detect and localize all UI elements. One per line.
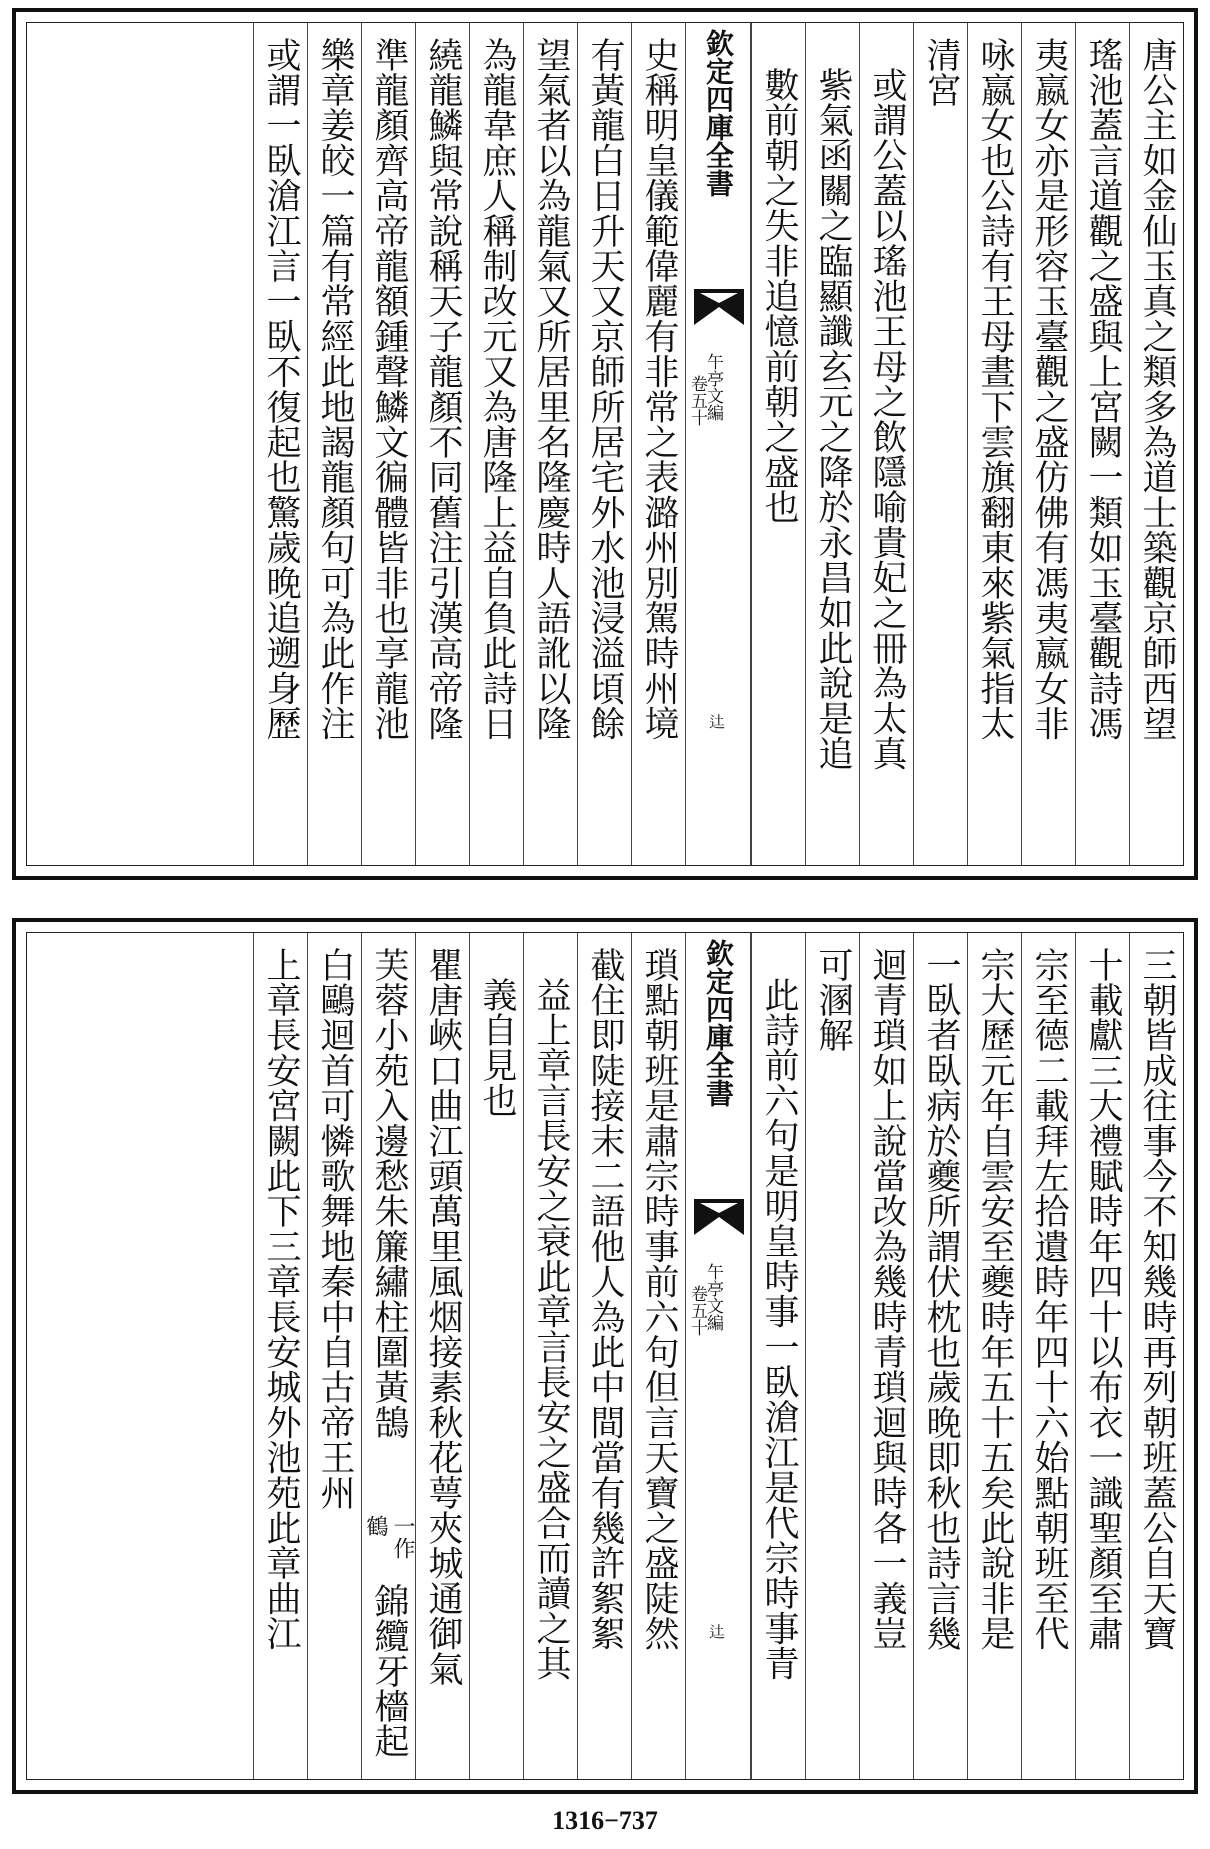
text-column <box>631 933 685 1779</box>
spine-title: 欽定四庫全書 <box>702 29 735 197</box>
column-text: 唐公主如金仙玉真之類多為道士築觀京師西望 <box>1137 37 1177 741</box>
text-column <box>415 933 469 1779</box>
text-column <box>469 23 523 865</box>
text-column <box>523 933 577 1779</box>
text-column <box>967 933 1021 1779</box>
text-column <box>415 23 469 865</box>
column-text: 十載獻三大禮賦時年四十以布衣一識聖顏至肅 <box>1083 947 1123 1651</box>
text-column <box>253 933 307 1779</box>
column-text: 一臥者臥病於夔所謂伏枕也歲晚即秋也詩言幾 <box>921 947 961 1651</box>
column-text: 可溷解 <box>813 947 853 1053</box>
column-text: 瞿唐峽口曲江頭萬里風烟接素秋花萼夾城通御氣 <box>423 947 463 1687</box>
text-column <box>577 933 631 1779</box>
text-column <box>751 933 805 1779</box>
column-text: 宗大歷元年自雲安至夔時年五十五矣此說非是 <box>975 947 1015 1651</box>
column-text: 三朝皆成往事今不知幾時再列朝班蓋公自天寶 <box>1137 947 1177 1651</box>
column-text: 芙蓉小苑入邊愁朱簾繡柱圍黃鵠 <box>369 947 409 1440</box>
text-column <box>967 23 1021 865</box>
inline-note-main: 一作 <box>390 1515 415 1559</box>
column-text: 望氣者以為龍氣又所居里名隆慶時人語訛以隆 <box>531 37 571 741</box>
spine-title: 欽定四庫全書 <box>702 939 735 1107</box>
text-column <box>307 23 361 865</box>
text-column <box>469 933 523 1779</box>
inline-note-alt: 鶴 <box>363 1515 388 1537</box>
column-text: 義自見也 <box>477 977 517 1118</box>
column-text: 有黃龍白日升天又京師所居宅外水池浸溢頃餘 <box>585 37 625 741</box>
center-spine <box>685 933 751 1779</box>
column-text: 準龍顏齊高帝龍額鍾聲鱗文徧體皆非也享龍池 <box>369 37 409 741</box>
text-column <box>859 933 913 1779</box>
text-column <box>805 23 859 865</box>
text-column <box>523 23 577 865</box>
column-text: 瑣點朝班是肅宗時事前六句但言天寶之盛陡然 <box>639 947 679 1651</box>
column-text: 數前朝之失非追憶前朝之盛也 <box>759 67 799 525</box>
column-text: 紫氣函關之臨顯讖玄元之降於永昌如此說是追 <box>813 67 853 771</box>
column-text: 宗至德二載拜左拾遺時年四十六始點朝班至代 <box>1029 947 1069 1651</box>
top-page <box>12 8 1198 880</box>
center-spine <box>685 23 751 865</box>
column-text: 繞龍鱗與常說稱天子龍顏不同舊注引漢高帝隆 <box>423 37 463 741</box>
column-text: 為龍韋庶人稱制改元又為唐隆上益自負此詩日 <box>477 37 517 741</box>
top-page-frame <box>26 22 1184 866</box>
spine-volume: 卷五十 <box>687 375 707 426</box>
column-text: 或謂一臥滄江言一臥不復起也驚歲晚追遡身歷 <box>261 37 301 741</box>
text-column <box>307 933 361 1779</box>
inline-note-tail: 錦纜牙檣起 <box>369 1583 409 1758</box>
column-text: 白鷗迴首可憐歌舞地秦中自古帝王州 <box>315 947 355 1511</box>
text-column <box>1021 23 1075 865</box>
bottom-page <box>12 918 1198 1794</box>
spine-book-title: 午亭文編 <box>703 1263 723 1331</box>
fish-tail-mark-icon <box>692 1195 746 1239</box>
text-column <box>1129 23 1183 865</box>
spine-folio: 𨑒 <box>707 1623 726 1639</box>
text-column <box>1021 933 1075 1779</box>
text-column <box>361 23 415 865</box>
bottom-page-frame <box>26 932 1184 1780</box>
text-column <box>253 23 307 865</box>
text-column <box>1075 23 1129 865</box>
column-text: 史稱明皇儀範偉麗有非常之表潞州別駕時州境 <box>639 37 679 741</box>
column-text: 益上章言長安之衰此章言長安之盛合而讀之其 <box>531 977 571 1681</box>
text-column <box>631 23 685 865</box>
column-text: 樂章姜皎一篇有常經此地謁龍顏句可為此作注 <box>315 37 355 741</box>
column-text: 清宮 <box>921 37 961 108</box>
column-text: 迴青瑣如上說當改為幾時青瑣迴與時各一義豈 <box>867 947 907 1651</box>
text-column <box>805 933 859 1779</box>
text-column <box>859 23 913 865</box>
column-text: 此詩前六句是明皇時事一臥滄江是代宗時事青 <box>759 977 799 1681</box>
spine-folio: 𨑒 <box>707 713 726 729</box>
column-text: 咏嬴女也公詩有王母晝下雲旗翻東來紫氣指太 <box>975 37 1015 741</box>
column-text: 或謂公蓋以瑤池王母之飲隱喻貴妃之冊為太真 <box>867 67 907 771</box>
page-number: 1316−737 <box>552 1806 658 1835</box>
text-column <box>1129 933 1183 1779</box>
spine-book-title: 午亭文編 <box>703 353 723 421</box>
text-column <box>751 23 805 865</box>
spine-volume: 卷五十 <box>687 1285 707 1336</box>
text-column <box>913 933 967 1779</box>
text-column <box>361 933 415 1779</box>
column-text: 截住即陡接末二語他人為此中間當有幾許絮絮 <box>585 947 625 1651</box>
column-text: 上章長安宮闕此下三章長安城外池苑此章曲江 <box>261 947 301 1651</box>
column-text: 夷嬴女亦是形容玉臺觀之盛仿佛有馮夷嬴女非 <box>1029 37 1069 741</box>
text-column <box>913 23 967 865</box>
text-column <box>577 23 631 865</box>
text-column <box>1075 933 1129 1779</box>
fish-tail-mark-icon <box>692 285 746 329</box>
column-text: 瑤池蓋言道觀之盛與上宮闕一類如玉臺觀詩馮 <box>1083 37 1123 741</box>
inline-note-alt-wrap <box>362 1515 389 1537</box>
